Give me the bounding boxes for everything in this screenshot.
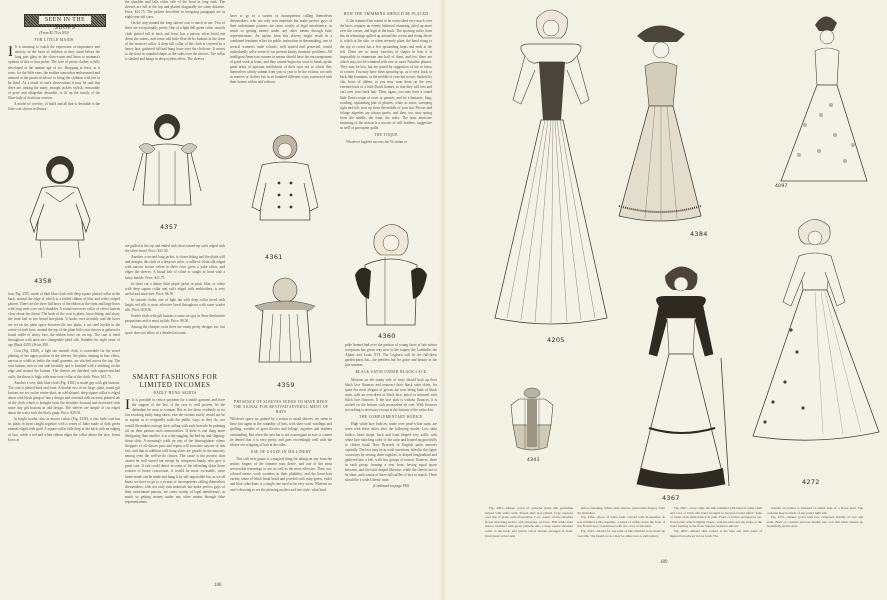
section-label-sleeves-hats: PRESENCE OF SLEEVES SEEMS TO HAVE BEEN THE SIGNAL FOR REVIVED SEVERAL-MENT OF HATS — [233, 400, 329, 415]
paragraph: A model of severity, of build and all that is desirable is the little coat shown in illustra- — [8, 102, 100, 112]
caption-column-2 — [577, 506, 665, 538]
masthead-title: SEEN IN THE SHOPS — [39, 16, 91, 24]
figure-number-4384: 4384 — [690, 230, 708, 238]
figure-4360-illustration — [345, 215, 435, 330]
column-3-lower — [230, 398, 332, 494]
caption-4205-continued: before fastening. White satin sleeves, green tulle drapery from the shoulders. — [577, 506, 665, 515]
paragraph: I It is possible to refuse payment for a misfit garment and have the support of the law, if the case is well proven, let the defendant be man or woman. But as for those evidently in no law reaching badly hung skirts, else the victims surely would not be so supine as to resignedly walk the public ways as they do, nor would the makers outrage their calling with such bravado by palming off on their patrons such monstrosities. If there is one thing more disfiguring than another, it is a dip-sagging, hitched-up and slipping-down skirt. A morning's walk on any of the thoroughfares where shoppers of all classes pass and repass will convince anyone of this fact, and that in addition well hung skirts are greatly in the minority among even the well-to-do classes. The cause is the poorest skirt cannot be well turned out except by competent hands, who give it great care. If one could detect in some of the offending skirts those women of home concoction, it would be more excusable, since home-made can be made and hung it by self-unpossible but, as we all know we have to go to a swarm of incompetents calling themselves dressmakers, who not only ruin materials but make perfect guys of their unfortunate patrons, are cases worthy of legal interference, as much so getting money under any other means through false representations. — [125, 397, 225, 504]
article-smart-fashions — [125, 370, 225, 506]
caption-4384: Fig. 4384—Piece of white satin covered with mousseline de soie trimmed with jonquilles, a series of ruffles down the front of this French lace; overdressed with two rows of insertion. — [577, 515, 665, 529]
figure-4358-illustration — [20, 140, 100, 270]
section-label-black-satin: BLACK SATIN UNDER BLACK LACE — [355, 370, 427, 375]
paragraph: poke bonnet had over the portion of young faces at late winter receptions has given way now to the toques, the Lamballe, the Alpine and Louis XVI. The Leghorn will be the full-dress garden-party hat—the peerless hat for grace and beauty in the late summer. — [345, 343, 437, 368]
column-2-middle — [125, 244, 225, 337]
article-title: SMART FASHIONS FOR LIMITED INCOMES — [132, 373, 218, 389]
column-1-lower — [8, 292, 120, 444]
figure-number-4343: 4343 — [527, 458, 540, 463]
figure-number-4360: 4360 — [378, 332, 396, 340]
paragraph: Whatever space we gained by a return to small sleeves, we seem to have lost again in the rotundity of hats, with their scarf windings and quilling, wreaths of great flowers and foliage, aigrettes and feathers outstanding. But when the new hat is not extravagant in size, it cannot be denied that it is very pretty, and goes exceedingly well with the blouse out cropping of hair at the sides. — [230, 417, 332, 447]
paragraph: In smooth cloths, one of light tan with deep collar faced with bright red silk is most effective lined throughout with same scarlet silk. Price, $18.50. — [125, 297, 225, 313]
section-label-toque: THE TOQUE — [374, 133, 398, 138]
paragraph: Another a very dark blue cloth (Fig. 4361) is made gay with gilt buttons. The coat is plaited back and front. A double row of six large, plain, round gilt buttons are set on the centre plait; an odd-shaped, deep square collar is edged about with black gimp of fancy design and overlaid with an extra pointed tab of the cloth which is brought from the shoulder forward and decorated with some tiny gilt buttons in odd design. The sleeves are simple of cut edged about the waist with the black gimp. Price, $20.50. — [8, 380, 120, 416]
figure-4384-illustration — [605, 20, 710, 225]
caption-4343: Fig. 4343—Model for any kind of thin material to be made up over silk. The insertion on a may be either lace or embroidery. — [577, 528, 665, 538]
paragraph: have to go to a swarm of incompetents calling themselves dressmakers, who not only ruin materials but make perfect guys of their unfortunate patrons, are cases worthy of legal interference, as much so getting money under any other means through false representations. An option from this slavery might result in a combined feminine effort for public instruction in dressmaking, one of several women's trade schools, well started and protected, would undoubtedly solve some of our present knotty domestic problems. All intelligent American women in means should have the encouragement of good work at heart, and they cannot begin too soon to break up the great army of ignorant inefficients of their own sex to which they themselves calmly submit from year to year to be the victims, not only in matters of clothes but in an hundred different ways connected with their homes within and without. — [230, 14, 332, 85]
paragraph: Coat (Fig. 4360), a light tan smooth cloth, is noticeable for the novel plaiting of the upper portion of the sleeves, the plaits running in bias effect, narrow in width as befits the small garment, are stitched across the top. The coat buttons over to one side invisibly and is finished with a stitching on the edge and around the bottom. The sleeves are finished with square-stitched cuffs, the throat is high, with turn-over collar of the cloth. Price, $13.75. — [8, 349, 120, 379]
drop-cap: I — [125, 397, 130, 414]
drop-cap: I — [8, 44, 13, 61]
figure-number-4359: 4359 — [277, 381, 295, 389]
paragraph: the shoulder and falls either side of the front in long ends. The sleeves are full at the top and plaited diagonally for some distance. Price, $21.75. The jackets described in foregoing paragraph are in eight-year-old sizes. — [125, 0, 225, 20]
paragraph: High white lace bodices, made over pearl-white satin, are worn with these skirts after the following model: Low satin bodice, heart shape, back and front draped very softly with white lace matching color of the satin and looped up gracefully to choker band. Now Brussels or English point answers capitally. The lace may be in wide insertions, fitted to the figure crossways by sewing them together, to draped longitudinal and gathered into a belt, with two groups of narrow flounces, three in each group, forming a vest front, having equal space between, and the back draped likewise; while the sleeves are to be short, and consist of three full ruffles of lace to match. There should be a wide Liberty satin — [345, 422, 437, 483]
caption-column-3 — [670, 506, 762, 538]
column-1-top — [8, 30, 100, 113]
paragraph: Whatever fugitive success the Victorian or — [346, 140, 408, 145]
paragraph: Scarlet cloth with gilt buttons is none too gay in these diminutive proportions and is most stylish. Price, $9.50. — [125, 314, 225, 324]
figure-4205-illustration — [485, 0, 615, 330]
paragraph: are puffed at the top and ended with short turned-up cuffs edged with the silver braid. Price, $21.50. — [125, 244, 225, 254]
figure-4361-illustration — [240, 125, 330, 245]
figure-4272-illustration — [743, 212, 883, 442]
caption-4205: Fig. 4205—Dinner gown of pistache green silk grenadine striped with white satin. Round skirt lace-plaited, large separate over slip of green satin mousseline. Low, round, off-the-shoulder flower-matching bodice, sash blossoms, and lace. Half-white satin bolero, trimmed with green pistache silk, a deep square shoulder collar to the back, and yellow velvet buttons arranged in front. Dark green velvet sash — [485, 506, 573, 538]
section-label-gauze: USE OF GAUZE IN MILLINERY — [250, 449, 312, 454]
figure-number-4205: 4205 — [547, 336, 565, 344]
paragraph: Another, a second long jacket, is closer fitting and the plaits stiff and straight, the cloth of a deep tan color; a ruffle of white silk edged with narrow brown velvet in three rows gives a yoke effect, and edges the sleeves. A broad belt of white is caught in front with a fancy buckle. Price, $21.75. — [125, 255, 225, 280]
caption-4097-continued: bretelle on bodice is fastened on either side of a broad plait. The costume may be made of any pretty light silk. — [767, 506, 863, 515]
paragraph: A flat trimmed hat meant to be worn tilted very much over the brow requires an evenly balanced trimming, piled up more over the crown, and high at the back. The sporting sailor form has its trimmings spilled up around the crown and rising above it, which at the side, or when severely plain, the band rising to the top of crown has a few upstanding loops and ends at the left. There are so many varieties of shapes in hats it is impossible to enumerate one half of them, and few there are which may not be trimmed with one or more Paradise plumes. They may be low, but are posed by suggestion of hat or fancy of wearer. You may have them spouting up, as it were, back to back like fountains, in the middle of your hat crown, flanked by chic bows of ribbon, or you may wear them on the very extreme back of a little Dutch bonnet, so that they will toss and curl over your back hair. Then, again, you may have a round little flower toque of roses or pansies, and for a fantastic, long, swirling, upstanding pair of plumes, white as snow, sweeping right and left, start up from the middle of your hat. Flower and foliage aigrettes are always pretty, and then, too, may spring from the middle, the front, the sides. The least attractive trimming of the season is a sea-stir of stiff feathers, suggestive as well of porcupine quills. — [340, 19, 432, 131]
caption-column-1 — [485, 506, 573, 538]
paragraph: tion, Fig. 4357, made of dark blue cloth with deep square plaited collar at the back, around the edge of which is a folded ribbon of blue and white striped pattern. There are the three full bows of the ribbon at the front and large bows with long ends over each shoulder. A round turn-over collar of velvet fastens close about the throat. The back of the coat is plain, loose-fitting, and short; the front laid in two broad box-plaits. It hooks over invisibly and the bows are set on the plain space between the two plaits, a cut steel buckle in the centre of each bow; around the top of the plain little coat sleeves is gathered a broad ruffle of heavy lace, the ribbon bows set on top. The coat is lined throughout with attractive changeable plaid silk. Suitable for eight years of age (Back 4359.) Price, $30. — [8, 292, 120, 347]
paragraph: Among the cheaper coats there are many pretty designs too, but space does not allow of a detailed account. — [125, 325, 225, 335]
figure-4359-illustration — [243, 270, 328, 375]
price-range: (From $2.75 to $30) — [39, 31, 69, 35]
caption-4272: Fig. 4272—Dinner gown with lace composed entirely of lace and satin. Back of costume princess model; any coat silk fabric makes up beautifully in this style. — [767, 515, 863, 529]
figure-number-4357: 4357 — [160, 223, 178, 231]
caption-4367: Fig. 4367—Gray cloth, the skirt trimmed with band of white cloth and rows of black silk braid arranged in Grecian border effect. Yoke of white cloth embroidered in pink. Front of bodice arranged in two broad plaits which slightly blouse, with the ends and the straps of the braid forming at the front. Sleeves tucked to elbows. — [670, 506, 762, 529]
page-number-right: 189 — [660, 560, 668, 565]
figure-number-4097: 4097 — [775, 184, 788, 189]
paragraph: In bright scarlet, also in mouse colour (Fig. 4358), a chic little coat has its plaits in front caught together with a series of links made of dark green enamel edged with gold. A square collar falls deep at the back with an edging of lace, while a red and white ribbon edges the collar above the lace, forms bows at — [8, 417, 120, 442]
column-3-top — [230, 14, 332, 86]
section-label-bodice: THE COMPLEMENTARY BODICE — [359, 415, 423, 420]
paragraph: I It is amusing to watch the expression of importance and anxiety on the faces of children as they stand before the long pier glass in the show-room and listen to mamma's opinion of this or that jacket. The love of pretty clothes is fully developed at the mature age of six. Shopping at least, as it were, for the little ones, the mother somewhat embarrassed and amused at the practical advice to bring the children with her to be fitted. As a result of one's observations it may be said that there are, among the many, enough jackets stylish, reasonable of price and altogether desirable, to fit up the family of the Shoe-lady of fictitious renown. — [8, 44, 100, 101]
paragraph: In short cut a dainty little piqué jacket in pink, blue, or white with deep square collar and cuffs edged with embroidery, is very useful and attractive. Price, $6.50. — [125, 281, 225, 296]
paragraph: This stiff new gauze is a magical thing for taking on any form the artistic fingers of the trimmer may desire, and one of the most serviceable trimmings to use as well as the most effective. Then, too, colored straws work wonders in their pliability, and the horse-hair variety when of black braid braid and jeweled with ruby-green, violet and blue cabochons is a single one used to be very worn. Whereas no one is drawing to see the pleasing modest and fete style, what kind — [230, 456, 332, 492]
figure-number-4361: 4361 — [265, 253, 283, 261]
paragraph: On the step-around the long skirted coat is much in use. Two of these are exceptionally pretty. One of a light dell green color, smooth cloth plaited full at back and front, has a narrow silver braid run down the seams, and some odd little fleur-de-lis buttons at the front of the turnover collar. A deep full collar of the cloth is covered by a heavy lace, gathered full and hung loose over the cloth one. It comes to the front in rounded shape, at the sides over the sleeves. The collar is slashed and hangs in deep eyelets effect. The sleeves — [125, 21, 225, 62]
column-2-top — [125, 0, 225, 63]
masthead-banner — [24, 14, 106, 31]
figure-4357-illustration — [125, 105, 210, 220]
figure-number-4272: 4272 — [802, 478, 820, 486]
right-page — [445, 0, 887, 600]
figure-4367-illustration — [625, 258, 735, 493]
caption-4097: Fig. 4097—Dinner skirt tucked at the hips and with panel of figured lace placed in box form. The — [670, 528, 762, 538]
column-4-lower — [345, 343, 437, 492]
section-label-trimming: HOW THE TRIMMING SHOULD BE PLACED — [343, 12, 429, 16]
continued-note: (Continued on page 190) — [372, 484, 410, 489]
figure-number-4358: 4358 — [34, 277, 52, 285]
caption-column-4 — [767, 506, 863, 529]
page-number-left: 188 — [214, 583, 222, 588]
figure-number-4367: 4367 — [662, 494, 680, 502]
paragraph: Matrons on the sunny side of forty should look up their black lace flounces and resurrect their black satin skirts, for quite the most elegant of gowns are now being built of black satin, with an over-dress of black lace, jetted or trimmed with black lace flounces. If the lace skirt is without flounces, it is ruched on the bottom with mousseline de soie. With flounces no ruching is necessary except at the bottom of the satin skirt. — [345, 377, 437, 413]
figure-4097-illustration — [775, 5, 870, 185]
section-label-badly-hung-skirts: BADLY HUNG SKIRTS — [153, 391, 197, 395]
section-label-little-maids: FOR LITTLE MAIDS — [34, 38, 74, 43]
figure-4343-illustration — [507, 385, 557, 455]
column-4-top — [340, 10, 432, 146]
